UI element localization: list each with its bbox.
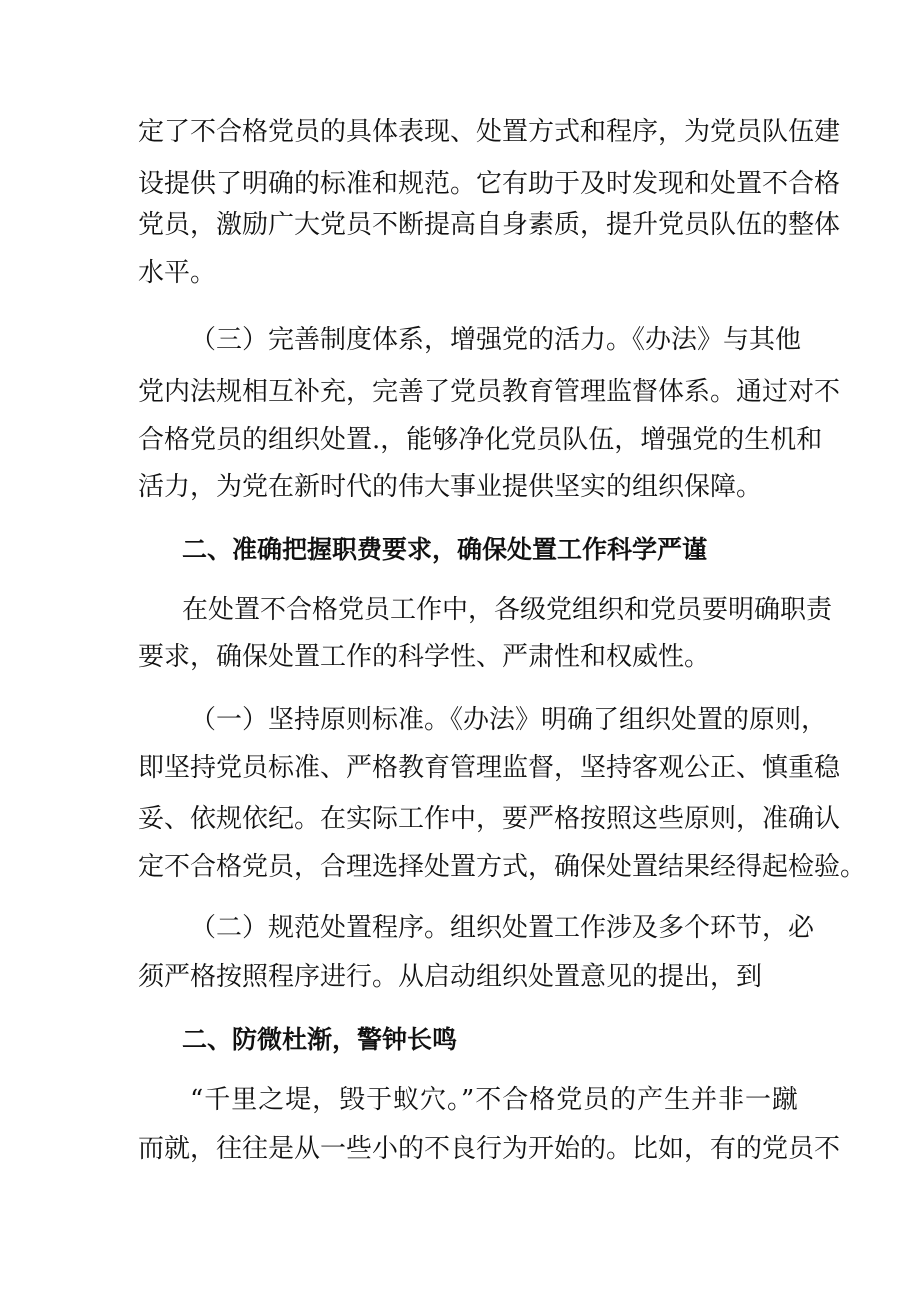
paragraph-line: “千里之堤，毁于蚁穴。”不合格党员的产生并非一蹴 <box>190 1085 798 1115</box>
paragraph-line: 须严格按照程序进行。从启动组织处置意见的提出，到 <box>138 962 763 992</box>
paragraph-line: 党员，激励广大党员不断提高自身素质，提升党员队伍的整体 <box>138 210 841 240</box>
paragraph-line: （一）坚持原则标准。《办法》明确了组织处置的原则， <box>190 705 828 735</box>
section-heading: 二、防微杜渐，警钟长鸣 <box>182 1025 458 1054</box>
paragraph-line: 在处置不合格党员工作中，各级党组织和党员要明确职责 <box>182 595 833 625</box>
paragraph-line: 活力，为党在新时代的伟大事业提供坚实的组织保障。 <box>138 472 763 502</box>
paragraph-line: （三）完善制度体系，增强党的活力。《办法》与其他 <box>190 325 802 355</box>
paragraph-line: 合格党员的组织处置.，能够净化党员队伍，增强党的生机和 <box>138 425 823 455</box>
paragraph-line: 定不合格党员，合理选择处置方式，确保处置结果经得起检验。 <box>138 852 867 882</box>
paragraph-line: 设提供了明确的标准和规范。它有助于及时发现和处置不合格 <box>138 169 841 199</box>
paragraph-line: 党内法规相互补充，完善了党员教育管理监督体系。通过对不 <box>138 377 841 407</box>
paragraph-line: 即坚持党员标准、严格教育管理监督，坚持客观公正、慎重稳 <box>138 753 841 783</box>
paragraph-line: 定了不合格党员的具体表现、处置方式和程序，为党员队伍建 <box>138 117 841 147</box>
paragraph-line: （二）规范处置程序。组织处置工作涉及多个环节，必 <box>190 913 815 943</box>
section-heading: 二、准确把握职费要求，确保处置工作科学严谨 <box>182 535 708 564</box>
paragraph-line: 而就，往往是从一些小的不良行为开始的。比如，有的党员不 <box>138 1134 841 1164</box>
paragraph-line: 水平。 <box>138 258 217 288</box>
paragraph-line: 要求，确保处置工作的科学性、严肃性和权威性。 <box>138 642 711 672</box>
paragraph-line: 妥、依规依纪。在实际工作中，要严格按照这些原则，准确认 <box>138 804 841 834</box>
